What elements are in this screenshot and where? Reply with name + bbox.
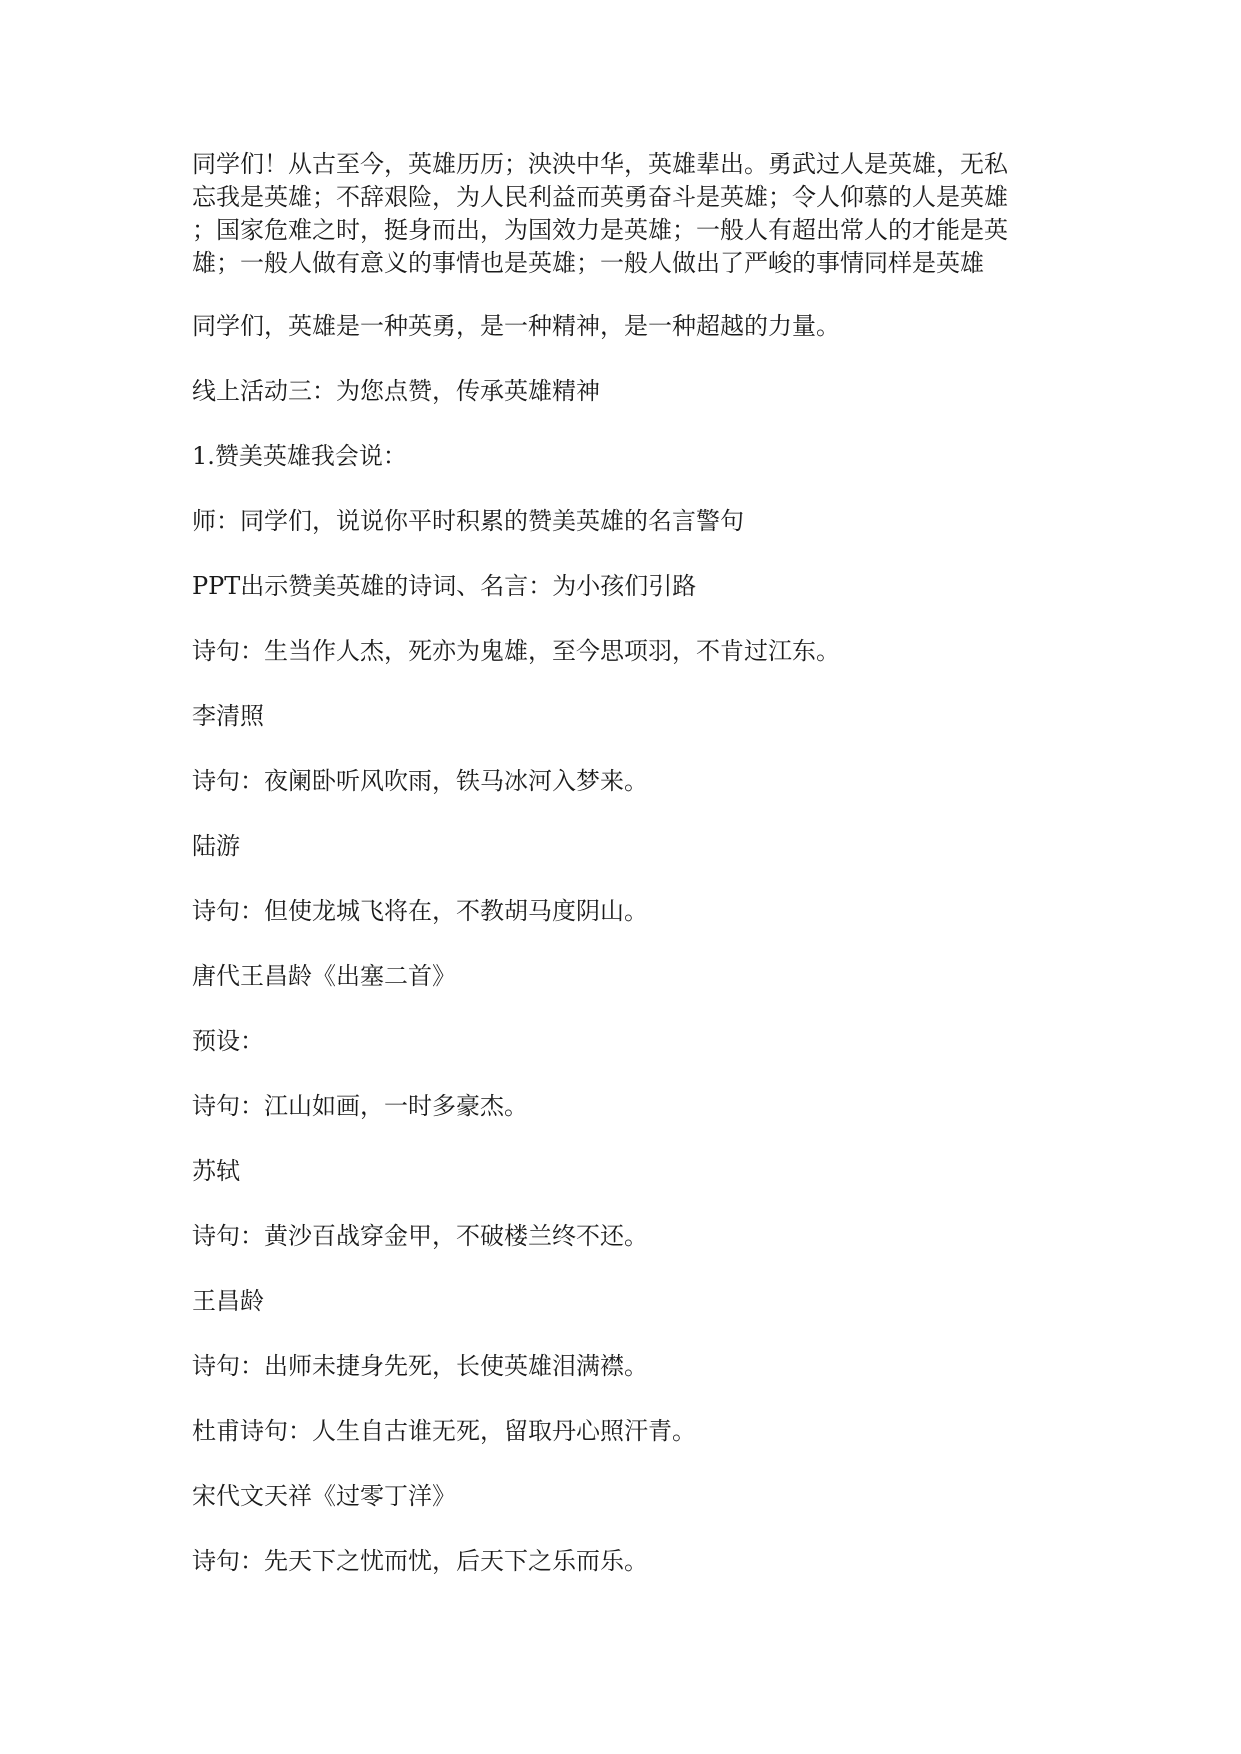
section-heading: 1.赞美英雄我会说： — [192, 442, 407, 470]
poem-author: 陆游 — [192, 832, 240, 860]
intro-line: 忘我是英雄；不辞艰险，为人民利益而英勇奋斗是英雄；令人仰慕的人是英雄 — [192, 183, 1008, 211]
poem-author: 李清照 — [192, 702, 264, 730]
teacher-prompt: 师：同学们，说说你平时积累的赞美英雄的名言警句 — [192, 507, 744, 535]
intro-line: 雄；一般人做有意义的事情也是英雄；一般人做出了严峻的事情同样是英雄 — [192, 249, 984, 277]
poem-line: 诗句：先天下之忧而忧，后天下之乐而乐。 — [192, 1547, 648, 1575]
intro-paragraph — [192, 148, 1052, 280]
poem-line: 诗句：出师未捷身先死，长使英雄泪满襟。 — [192, 1352, 648, 1380]
ppt-instruction: PPT出示赞美英雄的诗词、名言：为小孩们引路 — [192, 572, 697, 600]
poem-line: 诗句：但使龙城飞将在，不教胡马度阴山。 — [192, 897, 648, 925]
activity-heading: 线上活动三：为您点赞，传承英雄精神 — [192, 377, 600, 405]
poem-line: 诗句：江山如画，一时多豪杰。 — [192, 1092, 528, 1120]
intro-line: 同学们！从古至今，英雄历历；泱泱中华，英雄辈出。勇武过人是英雄，无私 — [192, 150, 1008, 178]
poem-author: 王昌龄 — [192, 1287, 264, 1315]
intro-line: ；国家危难之时，挺身而出，为国效力是英雄；一般人有超出常人的才能是英 — [192, 216, 1008, 244]
preset-label: 预设： — [192, 1027, 264, 1055]
poem-line: 杜甫诗句：人生自古谁无死，留取丹心照汗青。 — [192, 1417, 696, 1445]
poem-author: 唐代王昌龄《出塞二首》 — [192, 962, 456, 990]
poem-author: 苏轼 — [192, 1157, 240, 1185]
poem-line: 诗句：夜阑卧听风吹雨，铁马冰河入梦来。 — [192, 767, 648, 795]
poem-line: 诗句：生当作人杰，死亦为鬼雄，至今思项羽，不肯过江东。 — [192, 637, 840, 665]
poem-line: 诗句：黄沙百战穿金甲，不破楼兰终不还。 — [192, 1222, 648, 1250]
document-page — [192, 148, 1052, 1610]
paragraph-hero-definition: 同学们，英雄是一种英勇，是一种精神，是一种超越的力量。 — [192, 312, 840, 340]
poem-author: 宋代文天祥《过零丁洋》 — [192, 1482, 456, 1510]
